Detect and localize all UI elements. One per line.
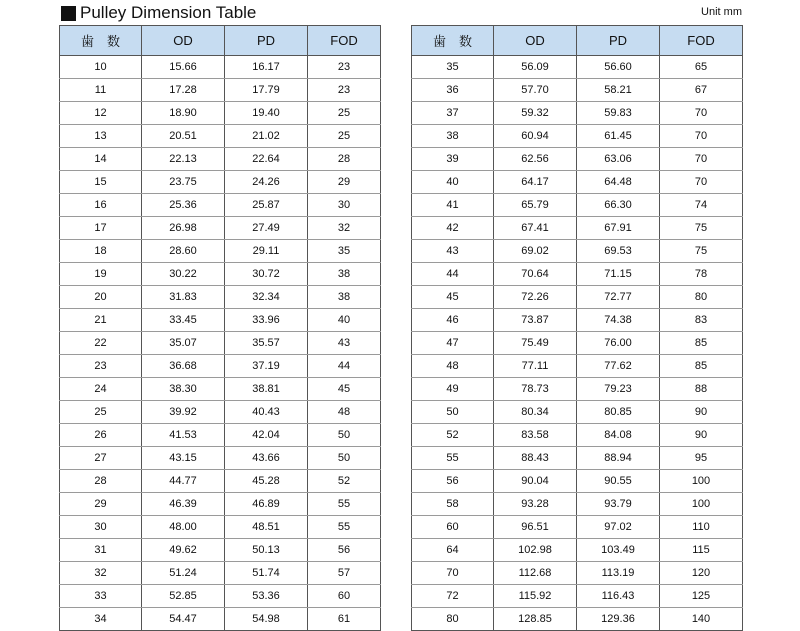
- table-row: [412, 102, 743, 125]
- cell-fod: 55: [308, 493, 381, 516]
- cell-teeth: 17: [60, 217, 142, 240]
- cell-fod: 75: [660, 217, 743, 240]
- cell-fod: 70: [660, 102, 743, 125]
- cell-pd: 30.72: [225, 263, 308, 286]
- cell-teeth: 52: [412, 424, 494, 447]
- table-row: [412, 332, 743, 355]
- cell-fod: 29: [308, 171, 381, 194]
- cell-od: 15.66: [142, 56, 225, 79]
- cell-teeth: 36: [412, 79, 494, 102]
- table-row: [412, 56, 743, 79]
- cell-pd: 59.83: [577, 102, 660, 125]
- cell-fod: 50: [308, 424, 381, 447]
- cell-od: 51.24: [142, 562, 225, 585]
- cell-fod: 100: [660, 493, 743, 516]
- cell-pd: 129.36: [577, 608, 660, 631]
- cell-teeth: 20: [60, 286, 142, 309]
- cell-od: 48.00: [142, 516, 225, 539]
- table-row: [60, 263, 381, 286]
- header-row: [60, 26, 381, 56]
- cell-fod: 85: [660, 332, 743, 355]
- cell-teeth: 22: [60, 332, 142, 355]
- table-row: [60, 470, 381, 493]
- cell-od: 115.92: [494, 585, 577, 608]
- cell-od: 70.64: [494, 263, 577, 286]
- column-header-pd: PD: [225, 26, 308, 56]
- cell-pd: 71.15: [577, 263, 660, 286]
- cell-pd: 48.51: [225, 516, 308, 539]
- cell-pd: 16.17: [225, 56, 308, 79]
- cell-od: 41.53: [142, 424, 225, 447]
- cell-od: 23.75: [142, 171, 225, 194]
- table-row: [60, 148, 381, 171]
- cell-fod: 125: [660, 585, 743, 608]
- cell-pd: 56.60: [577, 56, 660, 79]
- cell-od: 90.04: [494, 470, 577, 493]
- cell-pd: 61.45: [577, 125, 660, 148]
- cell-teeth: 34: [60, 608, 142, 631]
- cell-pd: 17.79: [225, 79, 308, 102]
- table-row: [60, 332, 381, 355]
- column-header-teeth: 歯 数: [412, 26, 494, 56]
- cell-teeth: 13: [60, 125, 142, 148]
- table-row: [60, 516, 381, 539]
- cell-pd: 88.94: [577, 447, 660, 470]
- cell-fod: 90: [660, 424, 743, 447]
- cell-teeth: 27: [60, 447, 142, 470]
- cell-od: 75.49: [494, 332, 577, 355]
- cell-fod: 25: [308, 102, 381, 125]
- table-row: [412, 286, 743, 309]
- cell-od: 57.70: [494, 79, 577, 102]
- cell-fod: 52: [308, 470, 381, 493]
- cell-teeth: 15: [60, 171, 142, 194]
- cell-fod: 61: [308, 608, 381, 631]
- cell-pd: 50.13: [225, 539, 308, 562]
- cell-pd: 33.96: [225, 309, 308, 332]
- cell-teeth: 30: [60, 516, 142, 539]
- column-header-od: OD: [142, 26, 225, 56]
- cell-fod: 100: [660, 470, 743, 493]
- column-header-od: OD: [494, 26, 577, 56]
- table-row: [60, 102, 381, 125]
- table-row: [60, 194, 381, 217]
- table-row: [60, 125, 381, 148]
- cell-od: 46.39: [142, 493, 225, 516]
- cell-od: 128.85: [494, 608, 577, 631]
- cell-teeth: 42: [412, 217, 494, 240]
- table-row: [412, 585, 743, 608]
- cell-od: 56.09: [494, 56, 577, 79]
- cell-od: 54.47: [142, 608, 225, 631]
- page-title-bar: [61, 2, 256, 24]
- cell-pd: 25.87: [225, 194, 308, 217]
- cell-pd: 45.28: [225, 470, 308, 493]
- cell-fod: 56: [308, 539, 381, 562]
- cell-fod: 35: [308, 240, 381, 263]
- table-row: [412, 562, 743, 585]
- column-header-fod: FOD: [660, 26, 743, 56]
- table-row: [412, 240, 743, 263]
- header-row: [412, 26, 743, 56]
- table-row: [412, 493, 743, 516]
- cell-pd: 29.11: [225, 240, 308, 263]
- cell-fod: 23: [308, 56, 381, 79]
- cell-od: 73.87: [494, 309, 577, 332]
- cell-od: 18.90: [142, 102, 225, 125]
- table-row: [412, 148, 743, 171]
- cell-teeth: 45: [412, 286, 494, 309]
- cell-fod: 90: [660, 401, 743, 424]
- cell-teeth: 31: [60, 539, 142, 562]
- table-row: [60, 493, 381, 516]
- cell-fod: 25: [308, 125, 381, 148]
- cell-od: 36.68: [142, 355, 225, 378]
- cell-pd: 35.57: [225, 332, 308, 355]
- cell-fod: 57: [308, 562, 381, 585]
- table-row: [412, 194, 743, 217]
- cell-od: 52.85: [142, 585, 225, 608]
- cell-fod: 83: [660, 309, 743, 332]
- cell-fod: 80: [660, 286, 743, 309]
- cell-teeth: 12: [60, 102, 142, 125]
- cell-teeth: 35: [412, 56, 494, 79]
- cell-fod: 32: [308, 217, 381, 240]
- table-row: [412, 125, 743, 148]
- cell-teeth: 28: [60, 470, 142, 493]
- unit-label: Unit mm: [701, 6, 742, 18]
- cell-pd: 40.43: [225, 401, 308, 424]
- cell-fod: 48: [308, 401, 381, 424]
- cell-fod: 88: [660, 378, 743, 401]
- cell-teeth: 24: [60, 378, 142, 401]
- cell-od: 31.83: [142, 286, 225, 309]
- table-row: [60, 585, 381, 608]
- table-row: [60, 424, 381, 447]
- cell-fod: 95: [660, 447, 743, 470]
- table-row: [412, 516, 743, 539]
- cell-fod: 60: [308, 585, 381, 608]
- table-row: [60, 539, 381, 562]
- cell-pd: 72.77: [577, 286, 660, 309]
- table-row: [412, 263, 743, 286]
- cell-fod: 120: [660, 562, 743, 585]
- cell-fod: 65: [660, 56, 743, 79]
- cell-pd: 24.26: [225, 171, 308, 194]
- cell-od: 20.51: [142, 125, 225, 148]
- cell-pd: 46.89: [225, 493, 308, 516]
- cell-od: 17.28: [142, 79, 225, 102]
- cell-od: 83.58: [494, 424, 577, 447]
- cell-fod: 70: [660, 148, 743, 171]
- table-row: [412, 447, 743, 470]
- table-row: [60, 562, 381, 585]
- table-row: [412, 539, 743, 562]
- cell-teeth: 64: [412, 539, 494, 562]
- cell-teeth: 11: [60, 79, 142, 102]
- cell-pd: 58.21: [577, 79, 660, 102]
- cell-fod: 38: [308, 263, 381, 286]
- cell-teeth: 46: [412, 309, 494, 332]
- cell-teeth: 23: [60, 355, 142, 378]
- cell-teeth: 14: [60, 148, 142, 171]
- cell-fod: 70: [660, 125, 743, 148]
- cell-pd: 54.98: [225, 608, 308, 631]
- cell-fod: 55: [308, 516, 381, 539]
- cell-fod: 67: [660, 79, 743, 102]
- cell-teeth: 56: [412, 470, 494, 493]
- table-row: [412, 309, 743, 332]
- table-row: [412, 470, 743, 493]
- cell-teeth: 48: [412, 355, 494, 378]
- cell-od: 78.73: [494, 378, 577, 401]
- cell-pd: 113.19: [577, 562, 660, 585]
- cell-od: 35.07: [142, 332, 225, 355]
- cell-pd: 27.49: [225, 217, 308, 240]
- cell-fod: 50: [308, 447, 381, 470]
- cell-od: 60.94: [494, 125, 577, 148]
- cell-teeth: 41: [412, 194, 494, 217]
- cell-pd: 69.53: [577, 240, 660, 263]
- cell-teeth: 39: [412, 148, 494, 171]
- cell-teeth: 60: [412, 516, 494, 539]
- cell-pd: 53.36: [225, 585, 308, 608]
- cell-od: 69.02: [494, 240, 577, 263]
- cell-teeth: 70: [412, 562, 494, 585]
- cell-pd: 74.38: [577, 309, 660, 332]
- table-row: [412, 424, 743, 447]
- cell-fod: 30: [308, 194, 381, 217]
- cell-od: 33.45: [142, 309, 225, 332]
- cell-teeth: 18: [60, 240, 142, 263]
- cell-teeth: 58: [412, 493, 494, 516]
- cell-od: 72.26: [494, 286, 577, 309]
- column-header-fod: FOD: [308, 26, 381, 56]
- cell-teeth: 50: [412, 401, 494, 424]
- cell-pd: 97.02: [577, 516, 660, 539]
- cell-teeth: 47: [412, 332, 494, 355]
- pulley-table-left: [59, 25, 381, 631]
- cell-fod: 110: [660, 516, 743, 539]
- cell-fod: 43: [308, 332, 381, 355]
- cell-fod: 78: [660, 263, 743, 286]
- table-row: [412, 79, 743, 102]
- table-row: [412, 401, 743, 424]
- cell-od: 43.15: [142, 447, 225, 470]
- cell-fod: 23: [308, 79, 381, 102]
- column-header-pd: PD: [577, 26, 660, 56]
- cell-pd: 80.85: [577, 401, 660, 424]
- table-row: [412, 171, 743, 194]
- cell-pd: 43.66: [225, 447, 308, 470]
- cell-fod: 75: [660, 240, 743, 263]
- cell-od: 49.62: [142, 539, 225, 562]
- cell-pd: 77.62: [577, 355, 660, 378]
- cell-pd: 32.34: [225, 286, 308, 309]
- table-row: [60, 171, 381, 194]
- cell-fod: 140: [660, 608, 743, 631]
- cell-pd: 103.49: [577, 539, 660, 562]
- table-row: [60, 217, 381, 240]
- cell-teeth: 38: [412, 125, 494, 148]
- table-row: [60, 378, 381, 401]
- cell-fod: 115: [660, 539, 743, 562]
- table-row: [60, 401, 381, 424]
- cell-pd: 66.30: [577, 194, 660, 217]
- cell-od: 28.60: [142, 240, 225, 263]
- cell-teeth: 29: [60, 493, 142, 516]
- cell-teeth: 55: [412, 447, 494, 470]
- cell-pd: 51.74: [225, 562, 308, 585]
- cell-fod: 74: [660, 194, 743, 217]
- table-row: [60, 447, 381, 470]
- cell-pd: 116.43: [577, 585, 660, 608]
- cell-od: 102.98: [494, 539, 577, 562]
- column-header-teeth: 歯 数: [60, 26, 142, 56]
- cell-teeth: 44: [412, 263, 494, 286]
- cell-teeth: 37: [412, 102, 494, 125]
- cell-od: 93.28: [494, 493, 577, 516]
- cell-pd: 22.64: [225, 148, 308, 171]
- cell-teeth: 10: [60, 56, 142, 79]
- cell-teeth: 26: [60, 424, 142, 447]
- cell-od: 88.43: [494, 447, 577, 470]
- cell-fod: 44: [308, 355, 381, 378]
- cell-od: 44.77: [142, 470, 225, 493]
- cell-teeth: 40: [412, 171, 494, 194]
- cell-teeth: 80: [412, 608, 494, 631]
- table-row: [60, 355, 381, 378]
- cell-pd: 67.91: [577, 217, 660, 240]
- cell-od: 26.98: [142, 217, 225, 240]
- page-title: Pulley Dimension Table: [80, 3, 257, 22]
- cell-od: 77.11: [494, 355, 577, 378]
- cell-od: 65.79: [494, 194, 577, 217]
- cell-od: 39.92: [142, 401, 225, 424]
- table-row: [412, 355, 743, 378]
- cell-od: 59.32: [494, 102, 577, 125]
- cell-od: 25.36: [142, 194, 225, 217]
- cell-pd: 37.19: [225, 355, 308, 378]
- table-row: [60, 608, 381, 631]
- cell-fod: 85: [660, 355, 743, 378]
- cell-fod: 28: [308, 148, 381, 171]
- cell-pd: 84.08: [577, 424, 660, 447]
- cell-teeth: 72: [412, 585, 494, 608]
- cell-teeth: 33: [60, 585, 142, 608]
- cell-teeth: 21: [60, 309, 142, 332]
- cell-od: 22.13: [142, 148, 225, 171]
- cell-teeth: 32: [60, 562, 142, 585]
- cell-od: 30.22: [142, 263, 225, 286]
- cell-pd: 21.02: [225, 125, 308, 148]
- cell-pd: 76.00: [577, 332, 660, 355]
- pulley-table-right: [411, 25, 743, 631]
- cell-pd: 64.48: [577, 171, 660, 194]
- table-row: [60, 309, 381, 332]
- table-row: [60, 79, 381, 102]
- cell-pd: 42.04: [225, 424, 308, 447]
- cell-teeth: 19: [60, 263, 142, 286]
- cell-fod: 45: [308, 378, 381, 401]
- cell-pd: 63.06: [577, 148, 660, 171]
- cell-fod: 70: [660, 171, 743, 194]
- cell-od: 96.51: [494, 516, 577, 539]
- cell-pd: 38.81: [225, 378, 308, 401]
- title-square-icon: [61, 6, 76, 21]
- table-row: [60, 286, 381, 309]
- cell-od: 62.56: [494, 148, 577, 171]
- cell-fod: 40: [308, 309, 381, 332]
- cell-od: 64.17: [494, 171, 577, 194]
- cell-od: 112.68: [494, 562, 577, 585]
- cell-pd: 79.23: [577, 378, 660, 401]
- table-row: [412, 378, 743, 401]
- table-row: [412, 608, 743, 631]
- cell-teeth: 49: [412, 378, 494, 401]
- cell-od: 38.30: [142, 378, 225, 401]
- cell-teeth: 16: [60, 194, 142, 217]
- cell-teeth: 43: [412, 240, 494, 263]
- cell-pd: 19.40: [225, 102, 308, 125]
- table-row: [60, 56, 381, 79]
- cell-od: 67.41: [494, 217, 577, 240]
- cell-pd: 93.79: [577, 493, 660, 516]
- table-row: [412, 217, 743, 240]
- table-row: [60, 240, 381, 263]
- cell-pd: 90.55: [577, 470, 660, 493]
- cell-fod: 38: [308, 286, 381, 309]
- cell-teeth: 25: [60, 401, 142, 424]
- cell-od: 80.34: [494, 401, 577, 424]
